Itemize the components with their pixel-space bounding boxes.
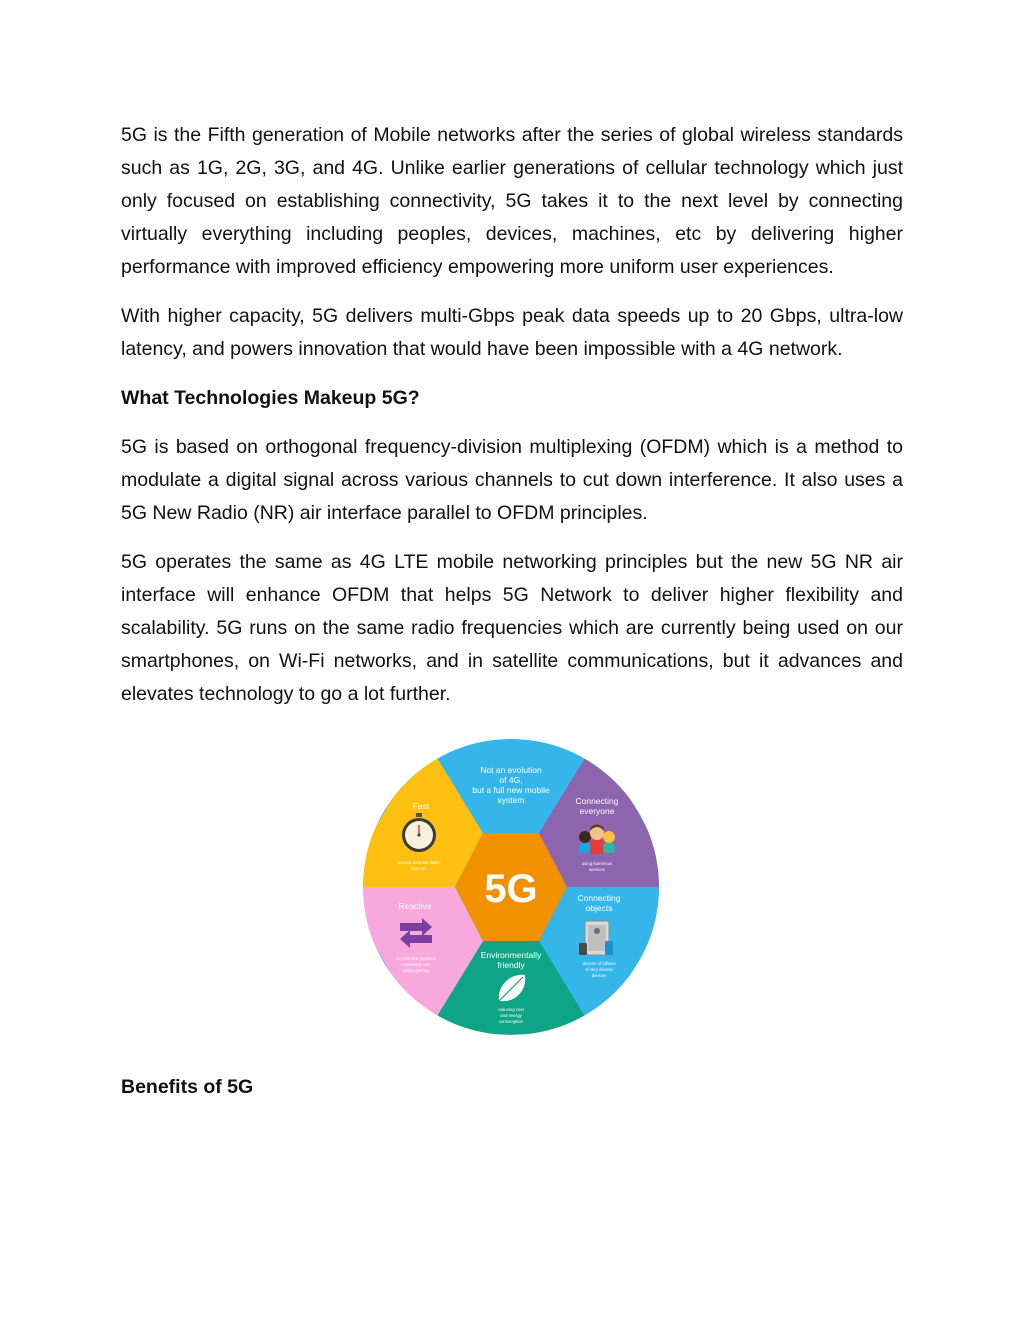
top-title-line-3: but a full new mobile [472,785,550,795]
bottom-title-line-1: Environmentally [480,950,542,960]
5g-infographic [121,737,903,1037]
bottom-sub-line-3: consumption [498,1019,524,1024]
bottom-right-title-line-2: objects [585,903,613,913]
5g-infographic-wheel [361,737,661,1037]
ofdm-paragraph: 5G is based on orthogonal frequency-division multiplexing (OFDM) which is a method to modulate a digital signal across various channels to cut down interference. It also uses a 5G New Radio (NR) air interface parallel to OFDM principles. [121,436,903,524]
document-page [121,119,903,1120]
bottom-sub-line-1: reducing cost [498,1007,524,1012]
bottom-left-sub-line-1: for real time services [396,956,436,961]
bottom-right-sub-line-2: of very diverse [585,967,613,972]
bottom-right-sub-line-3: devices [591,973,607,978]
benefits-heading: Benefits of 5G [121,1076,254,1098]
intro-paragraph: 5G is the Fifth generation of Mobile networks after the series of global wireless standards such as 1G, 2G, 3G, and 4G. Unlike earlier generations of cellular technology which just only focused on establishing connectivity, 5G takes it to the next level by connecting virtually everything including peoples, devices, machines, etc by delivering higher performance with improved efficiency empowering more uniform user experiences. [121,124,903,278]
capacity-paragraph: With higher capacity, 5G delivers multi-Gbps peak data speeds up to 20 Gbps, ultra-low latency, and powers innovation that would have been impossible with a 4G network. [121,305,903,360]
top-title-line-2: of 4G, [499,775,523,785]
bottom-left-sub-line-2: connected cars [401,962,431,967]
bottom-right-sub-line-1: dozens of billions [582,961,616,966]
bottom-sub-line-2: and energy [500,1013,522,1018]
top-right-title-line-1: Connecting [575,796,619,806]
top-left-sub-line-2: than 4G [411,866,427,871]
top-title-line-1: Not an evolution [480,765,542,775]
top-left-sub-line-1: access 10 times faster [397,860,441,865]
bottom-right-title-line-1: Connecting [577,893,621,903]
technologies-heading: What Technologies Makeup 5G? [121,387,420,409]
top-right-sub-line-2: services [589,867,605,872]
top-title-line-4: system [497,795,525,805]
top-left-title: Fast [412,801,430,811]
bottom-title-line-2: friendly [497,960,525,970]
nr-paragraph: 5G operates the same as 4G LTE mobile networking principles but the new 5G NR air interface will enhance OFDM that helps 5G Network to deliver higher flexibility and scalability. 5G runs on the same radio frequencies which are currently being used on our smartphones, on Wi-Fi networks, and in satellite communications, but it advances and elevates technology to go a lot further. [121,551,903,705]
bottom-left-sub-line-3: online gaming [402,968,430,973]
center-label: 5G [484,867,538,911]
bottom-left-title: Reactive [398,901,432,911]
segment-top-right-label [575,796,618,872]
top-right-title-line-2: everyone [579,806,615,816]
top-right-sub-line-1: using numerous [581,861,613,866]
